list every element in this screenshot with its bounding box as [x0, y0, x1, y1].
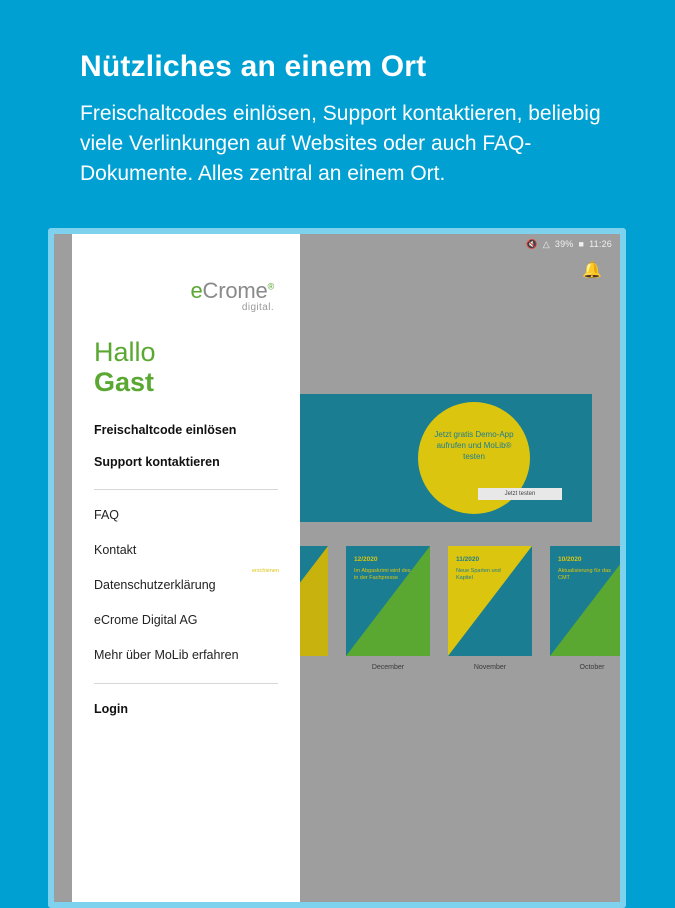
logo-registered-mark: ®	[267, 281, 274, 292]
greeting-username: Gast	[94, 367, 155, 398]
ecrome-logo	[94, 278, 278, 313]
drawer-item-datenschutzerklaerung[interactable]: Datenschutzerklärung	[94, 578, 216, 593]
battery-icon: ■	[578, 238, 585, 249]
logo-subtitle: digital.	[241, 302, 274, 313]
issue-card-thumb	[346, 546, 430, 656]
promo-title: Nützliches an einem Ort	[80, 50, 427, 83]
drawer-item-contact-support[interactable]: Support kontaktieren	[94, 455, 220, 470]
issue-card-thumb	[448, 546, 532, 656]
issue-card-number: 10/2020	[558, 556, 582, 563]
issue-card-desc: erschienen	[252, 568, 279, 574]
status-bar	[526, 234, 620, 254]
status-time: 11:26	[589, 239, 612, 249]
issue-card-label: December	[371, 664, 405, 671]
promo-header	[80, 50, 620, 190]
mute-icon: 🔇	[526, 238, 538, 249]
wifi-icon: △	[542, 238, 550, 249]
issue-card-desc: Neue Sparten und Kapitel	[456, 568, 501, 582]
issue-card-number: 11/2020	[456, 556, 480, 563]
issue-card[interactable]	[346, 546, 430, 671]
issue-card-desc: Im Abgaskrimi wird des in der Fachpresse	[354, 568, 411, 582]
issue-card-label: October	[579, 664, 605, 671]
banner-circle-text: Jetzt gratis Demo-App aufrufen und MoLib® testen	[434, 430, 514, 461]
drawer-item-kontakt[interactable]: Kontakt	[94, 543, 137, 558]
logo-name: Crome	[202, 278, 268, 303]
drawer-divider-top	[94, 489, 278, 490]
drawer-item-mehr-ueber-molib[interactable]: Mehr über MoLib erfahren	[94, 648, 239, 663]
bell-icon[interactable]: 🔔	[582, 262, 602, 279]
drawer-item-faq[interactable]: FAQ	[94, 508, 120, 523]
logo-prefix: e	[190, 278, 203, 303]
device-frame	[48, 228, 626, 908]
issue-card-desc: Aktualisierung für das CMT	[558, 568, 611, 582]
drawer-item-redeem-code[interactable]: Freischaltcode einlösen	[94, 423, 237, 438]
banner-button[interactable]: Jetzt testen	[478, 488, 562, 500]
issue-card-label: November	[473, 664, 507, 671]
greeting-hello: Hallo	[94, 337, 156, 367]
issue-card-thumb	[550, 546, 620, 656]
promo-subtitle: Freischaltcodes einlösen, Support kontaktieren, beliebig viele Verlinkungen auf Websites oder auch FAQ-Dokumente. Alles zentral an einem Ort.	[80, 101, 601, 186]
logo-wordmark	[94, 278, 274, 304]
issue-card[interactable]	[550, 546, 620, 671]
drawer-divider-bottom	[94, 683, 278, 684]
battery-level: 39%	[554, 239, 574, 249]
greeting	[94, 337, 278, 397]
issue-card[interactable]	[448, 546, 532, 671]
app-screen	[54, 234, 620, 902]
issue-card-number: 12/2020	[354, 556, 378, 563]
issue-card-list	[244, 546, 620, 671]
drawer-item-login[interactable]: Login	[94, 702, 129, 717]
drawer-item-ecrome-digital-ag[interactable]: eCrome Digital AG	[94, 613, 198, 628]
